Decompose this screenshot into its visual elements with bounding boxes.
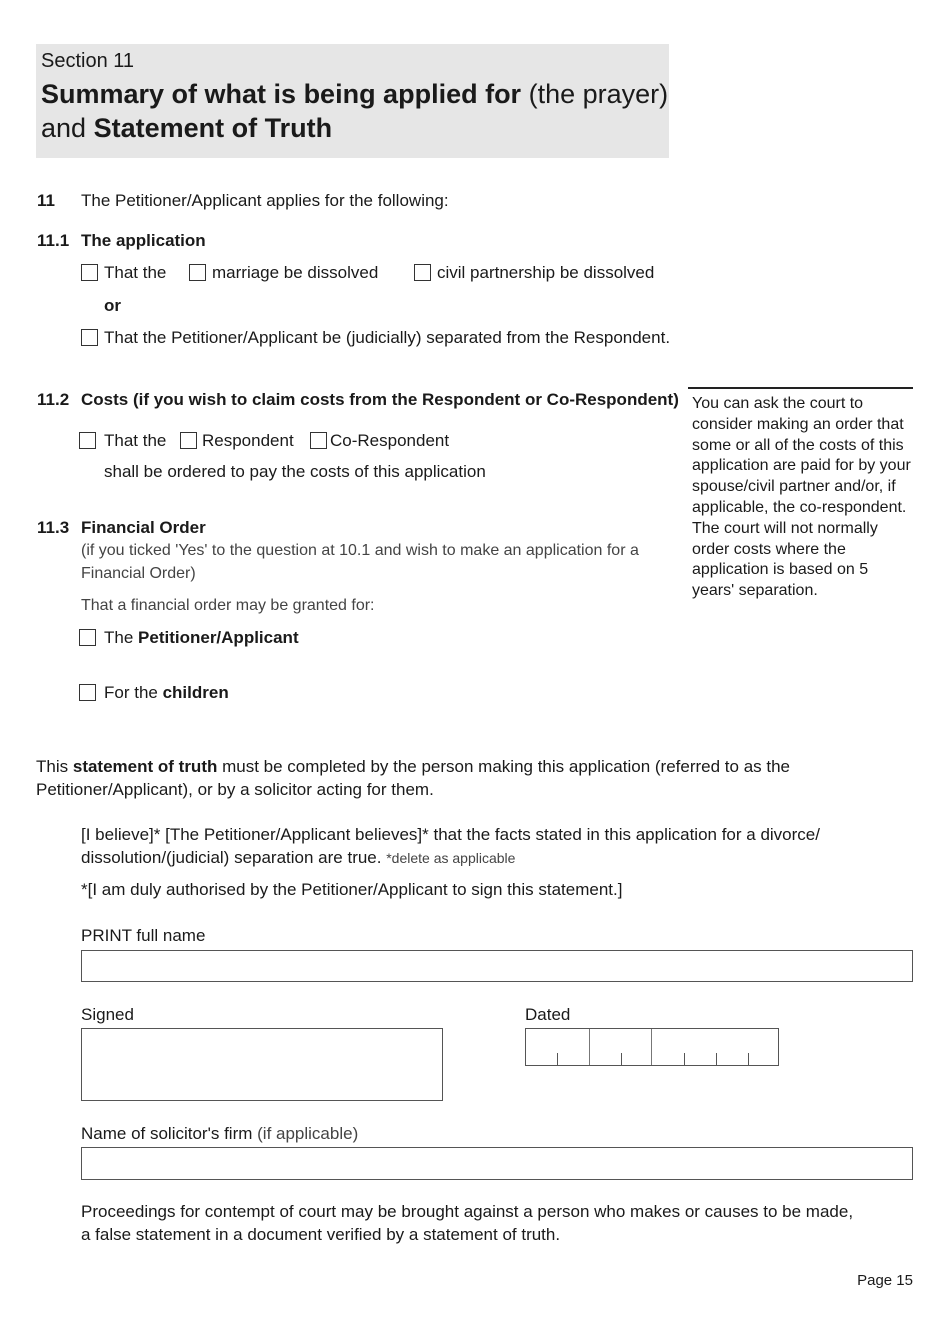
costs-text: shall be ordered to pay the costs of this application [104, 462, 486, 481]
children-financial-checkbox[interactable] [79, 684, 96, 701]
label: That the [104, 263, 167, 282]
financial-note-2: Financial Order) [81, 565, 196, 582]
t: This [36, 757, 69, 776]
t: must be completed by the person making this application (referred to as the [222, 757, 791, 776]
belief-statement-2 [81, 848, 515, 868]
label [104, 628, 299, 648]
label: That the [104, 431, 167, 450]
t: *delete as applicable [386, 850, 516, 866]
print-name-input[interactable] [81, 950, 913, 982]
label: civil partnership be dissolved [437, 263, 655, 282]
label: That the Petitioner/Applicant be (judicially) separated from the Respondent. [104, 328, 671, 347]
solicitor-firm-input[interactable] [81, 1147, 913, 1180]
t: children [162, 683, 229, 702]
page-number: Page 15 [857, 1272, 913, 1289]
title-and: and [41, 113, 87, 143]
date-tick [621, 1053, 622, 1065]
title-bold2: Statement of Truth [93, 113, 333, 143]
q11-3-number: 11.3 [37, 518, 70, 537]
date-divider [589, 1029, 590, 1065]
date-tick [748, 1053, 749, 1065]
date-tick [684, 1053, 685, 1065]
granted-text: That a financial order may be granted for: [81, 597, 375, 614]
t: For the [104, 683, 158, 702]
t: Petitioner/Applicant [138, 628, 299, 647]
authorised-statement: *[I am duly authorised by the Petitioner/Applicant to sign this statement.] [81, 880, 623, 899]
signed-label: Signed [81, 1005, 134, 1024]
q11-number: 11 [37, 191, 55, 210]
costs-note: You can ask the court to consider making an order that some or all of the costs of this application are paid for by your spouse/civil partner and/or, if applicable, the co-respondent. The court will not normally order costs where the application is based on 5 years' separation. [692, 395, 911, 600]
page-title [41, 78, 668, 110]
note-divider [688, 387, 913, 389]
t: The [104, 628, 134, 647]
contempt-warning: Proceedings for contempt of court may be brought against a person who makes or causes to be made, [81, 1202, 854, 1221]
financial-note: (if you ticked 'Yes' to the question at 10.1 and wish to make an application for a [81, 542, 639, 559]
costs-that-the-checkbox[interactable] [79, 432, 96, 449]
q11-1-title: The application [81, 231, 206, 250]
respondent-checkbox[interactable] [180, 432, 197, 449]
civil-partnership-dissolved-checkbox[interactable] [414, 264, 431, 281]
q11-3-title: Financial Order [81, 518, 206, 537]
label: Respondent [202, 431, 294, 450]
date-tick [716, 1053, 717, 1065]
label: Co-Respondent [330, 431, 450, 450]
or-label: or [104, 296, 121, 315]
q11-1-number: 11.1 [37, 231, 70, 250]
that-the-checkbox[interactable] [81, 264, 98, 281]
title-bold: Summary of what is being applied for [41, 79, 522, 109]
q11-2-number: 11.2 [37, 390, 70, 409]
label [104, 683, 229, 703]
co-respondent-checkbox[interactable] [310, 432, 327, 449]
label: marriage be dissolved [212, 263, 379, 282]
t: (if applicable) [257, 1124, 359, 1143]
page-title-line2 [41, 112, 332, 144]
t: statement of truth [72, 757, 218, 776]
section-number: Section 11 [41, 50, 135, 72]
q11-text: The Petitioner/Applicant applies for the following: [81, 191, 449, 210]
print-name-label: PRINT full name [81, 926, 206, 945]
truth-intro-2: Petitioner/Applicant), or by a solicitor acting for them. [36, 780, 434, 799]
judicial-separation-checkbox[interactable] [81, 329, 98, 346]
q11-2-title: Costs (if you wish to claim costs from the Respondent or Co-Respondent) [81, 390, 679, 409]
date-divider [651, 1029, 652, 1065]
dated-label: Dated [525, 1005, 571, 1024]
date-input[interactable] [525, 1028, 779, 1066]
truth-intro [36, 757, 790, 777]
title-paren: (the prayer) [528, 79, 669, 109]
date-tick [557, 1053, 558, 1065]
firm-label [81, 1124, 358, 1144]
signature-input[interactable] [81, 1028, 443, 1101]
petitioner-financial-checkbox[interactable] [79, 629, 96, 646]
t: dissolution/(judicial) separation are true. [81, 848, 382, 867]
t: Name of solicitor's firm [81, 1124, 253, 1143]
marriage-dissolved-checkbox[interactable] [189, 264, 206, 281]
belief-statement: [I believe]* [The Petitioner/Applicant believes]* that the facts stated in this application for a divorce/ [81, 825, 820, 844]
contempt-warning-2: a false statement in a document verified by a statement of truth. [81, 1225, 561, 1244]
